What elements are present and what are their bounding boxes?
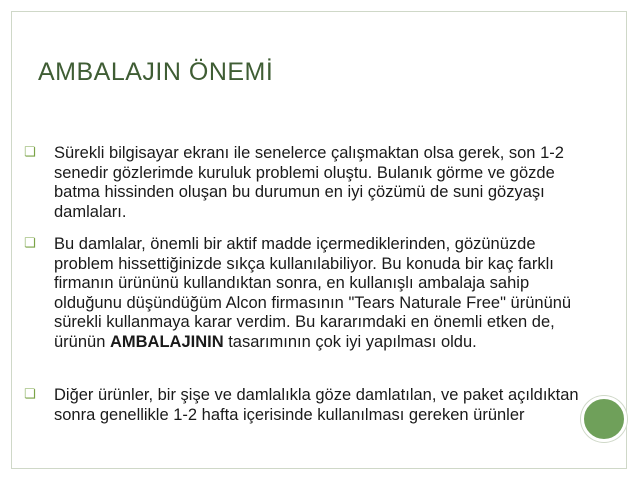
- bullet-icon: ❏: [24, 145, 36, 160]
- slide-title: AMBALAJIN ÖNEMİ: [38, 58, 274, 86]
- bullet-text-bold: AMBALAJININ: [109, 332, 224, 351]
- bullet-text: Sürekli bilgisayar ekranı ile senelerce çalışmaktan olsa gerek, son 1-2 senedir gözlerimde kuruluk problemi oluştu. Bulanık görme ve gözde batma hissinden oluşan bu durumun en iyi çözümü de suni gözyaşı damlaları.: [54, 144, 564, 221]
- bullet-icon: ❏: [24, 236, 36, 251]
- bullet-text-part: Bu damlalar, önemli bir aktif madde içermediklerinden, gözünüzde problem hissettiğinizde sıkça kullanılabiliyor. Bu konuda bir kaç farklı firmanın ürününü kullandıktan sonra, en kullanışlı ambalaja sahip olduğunu düşündüğüm Alcon firmasının "Tears Naturale Free" ürününü sürekli kullanmaya karar verdim. Bu kararımdaki en önemli etken de, ürünün: [54, 235, 572, 351]
- decorative-circle: [581, 396, 627, 442]
- bullet-text: [54, 235, 594, 352]
- bullet-icon: ❏: [24, 387, 36, 402]
- bullet-text: Diğer ürünler, bir şişe ve damlalıkla göze damlatılan, ve paket açıldıktan sonra genellikle 1-2 hafta içerisinde kullanılması gereken ürünler: [54, 386, 579, 424]
- bullet-text-part: tasarımının çok iyi yapılması oldu.: [223, 332, 477, 351]
